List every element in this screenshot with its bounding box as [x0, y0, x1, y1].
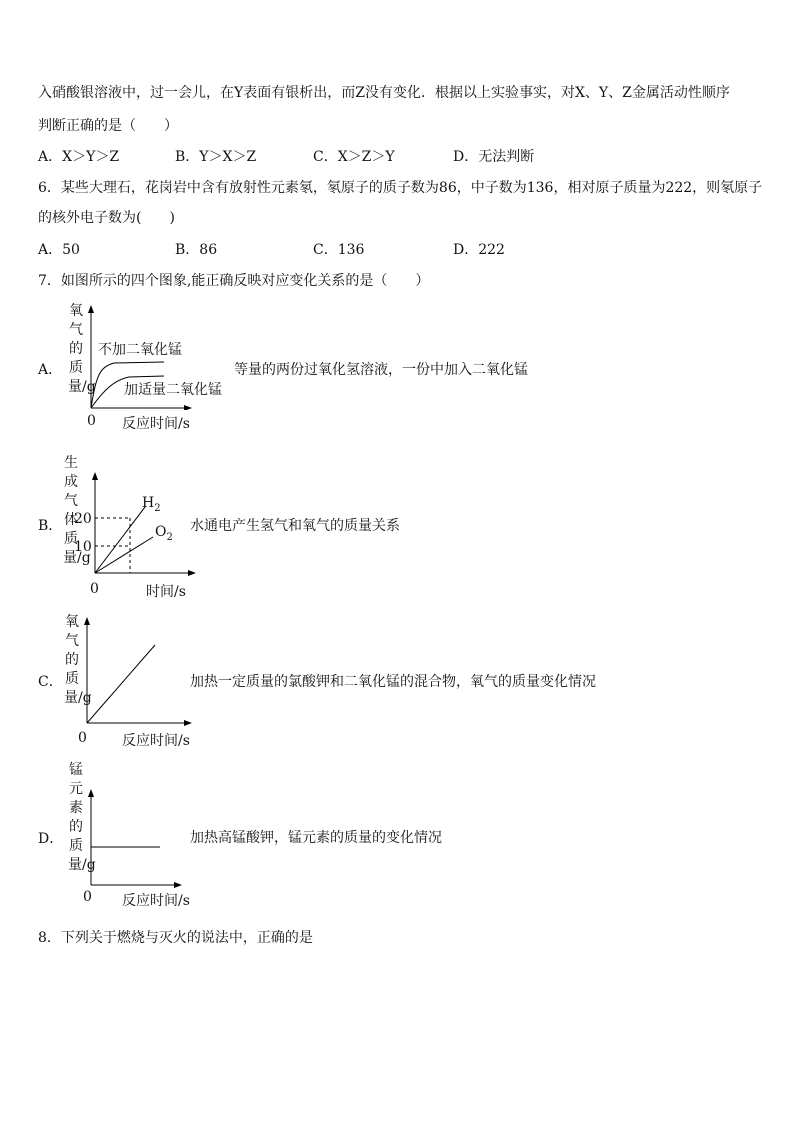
q7-b-o2-line: [95, 537, 153, 573]
q7-d-desc: 加热高锰酸钾，锰元素的质量的变化情况: [190, 830, 442, 846]
q6-option-d[interactable]: D．222: [453, 242, 505, 258]
q7-c-desc: 加热一定质量的氯酸钾和二氧化锰的混合物，氧气的质量变化情况: [190, 674, 596, 690]
q5-line-1: 入硝酸银溶液中，过一会儿，在Y表面有银析出，而Z没有变化．根据以上实验事实，对X、Y、Z金属活动性顺序: [38, 85, 730, 101]
q7-d-graph: [84, 789, 189, 889]
q7-c-letter[interactable]: C．: [38, 674, 63, 690]
q5-option-c[interactable]: C．X＞Z＞Y: [313, 149, 395, 165]
q7-b-o2-label: $O_2$: [155, 524, 173, 543]
q7-c-xlabel: 反应时间/s: [122, 733, 190, 749]
q7-b-tick-10: 10: [74, 539, 92, 555]
q7-b-graph: [88, 472, 198, 577]
q6-option-c[interactable]: C．136: [313, 242, 365, 258]
q6-line-1: 6．某些大理石，花岗岩中含有放射性元素氡，氡原子的质子数为86，中子数为136，相对原子质量为222，则氡原子: [38, 180, 763, 196]
q7-b-letter[interactable]: B．: [38, 518, 63, 534]
q7-a-ylabel: 氧气的质量/g: [68, 303, 96, 395]
q5-option-b[interactable]: B．Y＞X＞Z: [175, 149, 257, 165]
q7-a-origin: 0: [87, 413, 96, 429]
q7-d-xlabel: 反应时间/s: [122, 893, 190, 909]
q7-c-graph: [80, 617, 195, 727]
q7-c-line: [87, 645, 155, 723]
q7-b-ylabel: 生成气体质量/g: [63, 455, 91, 566]
q5-option-d[interactable]: D．无法判断: [453, 149, 535, 165]
q7-c-ylabel: 氧气的质量/g: [64, 614, 92, 706]
q7-d-letter[interactable]: D．: [38, 831, 64, 847]
q7-a-letter[interactable]: A．: [38, 362, 63, 378]
q7-b-xlabel: 时间/s: [146, 584, 186, 600]
q5-option-a[interactable]: A．X＞Y＞Z: [38, 149, 120, 165]
q6-line-2: 的核外电子数为( ): [38, 210, 175, 226]
q7-b-tick-20: 20: [74, 511, 92, 527]
q7-a-desc: 等量的两份过氧化氢溶液，一份中加入二氧化锰: [234, 362, 528, 378]
q7-a-xlabel: 反应时间/s: [122, 416, 190, 432]
q7-stem: 7．如图所示的四个图象,能正确反映对应变化关系的是（ ）: [38, 273, 430, 289]
q5-line-2: 判断正确的是（ ）: [38, 118, 178, 134]
q7-b-origin: 0: [90, 581, 99, 597]
q7-d-ylabel: 锰元素的质量/g: [68, 762, 96, 873]
q6-option-a[interactable]: A．50: [38, 242, 80, 258]
q7-a-curve1-label: 不加二氧化锰: [98, 342, 182, 358]
q7-a-curve2-label: 加适量二氧化锰: [124, 382, 222, 398]
q7-b-h2-line: [95, 507, 145, 573]
q7-b-desc: 水通电产生氢气和氧气的质量关系: [190, 518, 400, 534]
q6-option-b[interactable]: B．86: [175, 242, 218, 258]
q7-b-h2-label: $H_2$: [142, 495, 161, 514]
q7-c-origin: 0: [78, 730, 87, 746]
q8-stem: 8．下列关于燃烧与灭火的说法中，正确的是: [38, 930, 313, 946]
q7-d-origin: 0: [83, 889, 92, 905]
